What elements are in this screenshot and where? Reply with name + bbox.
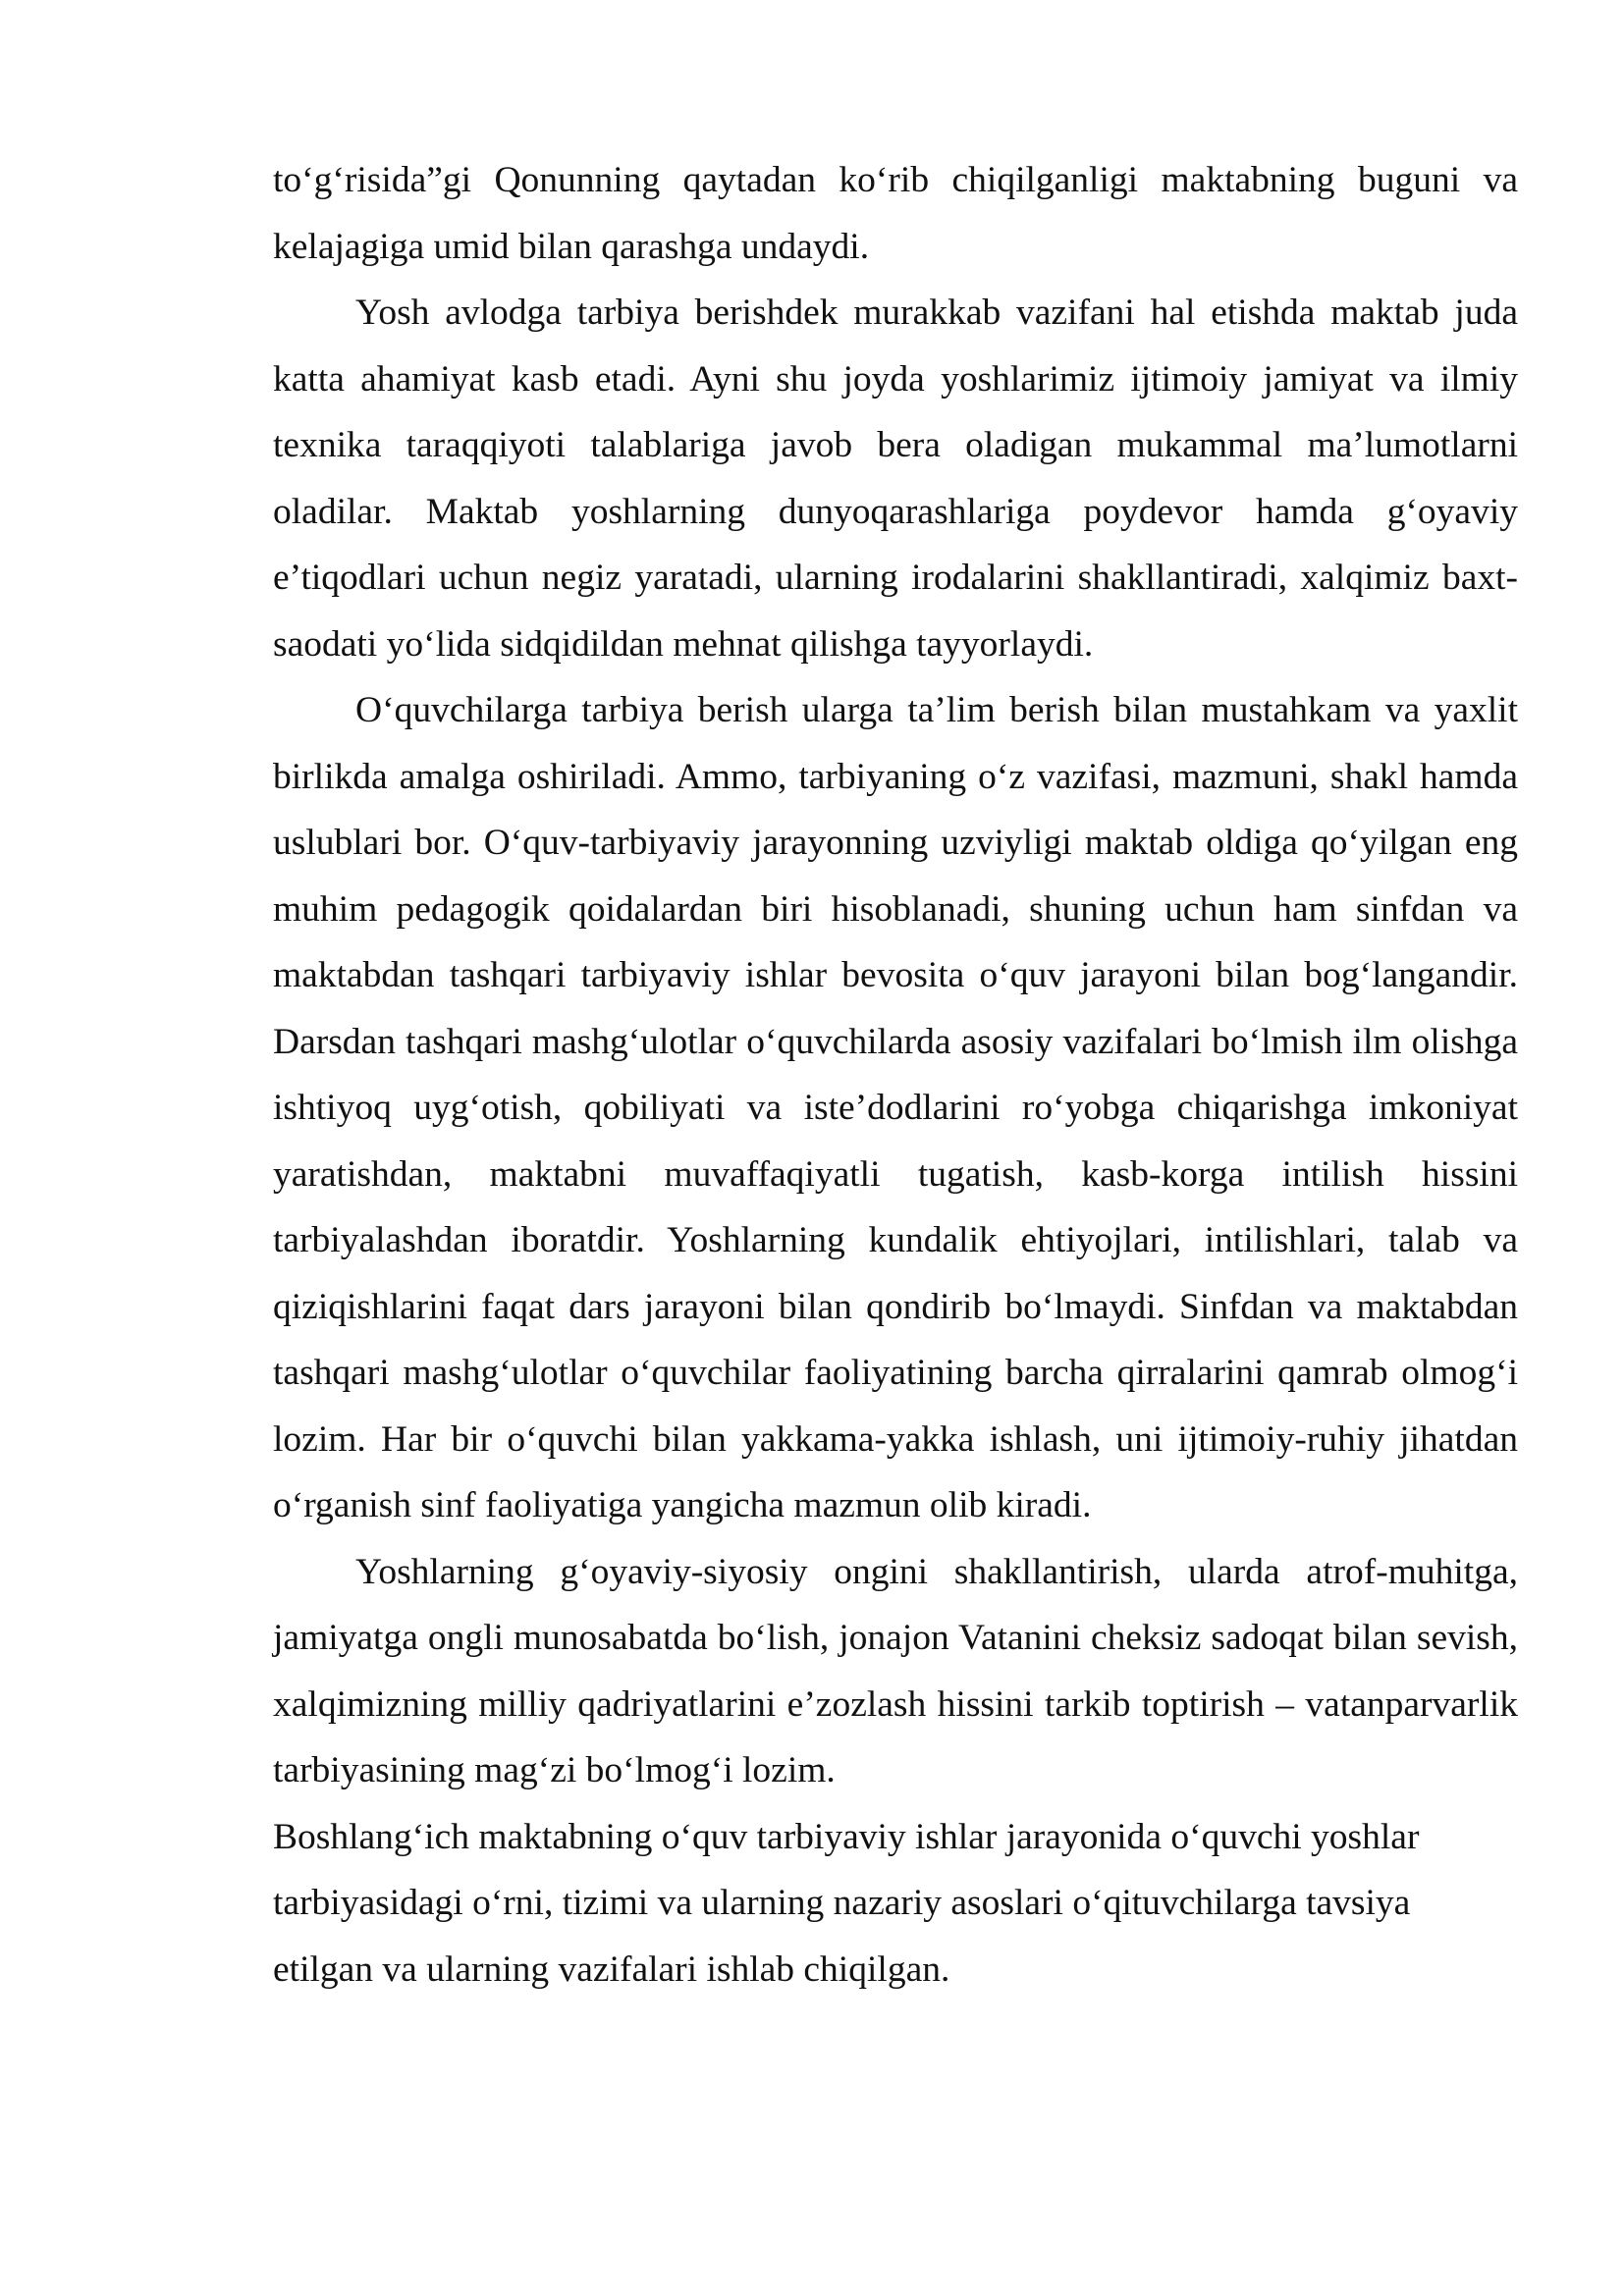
paragraph-continuation: to‘g‘risida”gi Qonunning qaytadan ko‘rib chiqilganligi maktabning buguni va kelajagiga umid bilan qarashga undaydi. [273, 160, 1518, 267]
paragraph: O‘quvchilarga tarbiya berish ularga ta’lim berish bilan mustahkam va yaxlit birlikda amalga oshiriladi. Ammo, tarbiyaning o‘z vazifasi, mazmuni, shakl hamda uslublari bor. O‘quv-tarbiyaviy jarayonning uzviyligi maktab oldiga qo‘yilgan eng muhim pedagogik qoidalardan biri hisoblanadi, shuning uchun ham sinfdan va maktabdan tashqari tarbiyaviy ishlar bevosita o‘quv jarayoni bilan bog‘langandir. Darsdan tashqari mashg‘ulotlar o‘quvchilarda asosiy vazifalari bo‘lmish ilm olishga ishtiyoq uyg‘otish, qobiliyati va iste’dodlarini ro‘yobga chiqarishga imkoniyat yaratishdan, maktabni muvaffaqiyatli tugatish, kasb-korga intilish hissini tarbiyalashdan iboratdir. Yoshlarning kundalik ehtiyojlari, intilishlari, talab va qiziqishlarini faqat dars jarayoni bilan qondirib bo‘lmaydi. Sinfdan va maktabdan tashqari mashg‘ulotlar o‘quvchilar faoliyatining barcha qirralarini qamrab olmog‘i lozim. Har bir o‘quvchi bilan yakkama-yakka ishlash, uni ijtimoiy-ruhiy jihatdan o‘rganish sinf faoliyatiga yangicha mazmun olib kiradi. [273, 690, 1518, 1525]
paragraph: Yosh avlodga tarbiya berishdek murakkab vazifani hal etishda maktab juda katta ahamiyat kasb etadi. Ayni shu joyda yoshlarimiz ijtimoiy jamiyat va ilmiy texnika taraqqiyoti talablariga javob bera oladigan mukammal ma’lumotlarni oladilar. Maktab yoshlarning dunyoqarashlariga poydevor hamda g‘oyaviy e’tiqodlari uchun negiz yaratadi, ularning irodalarini shakllantiradi, xalqimiz baxt-saodati yo‘lida sidqidildan mehnat qilishga tayyorlaydi. [273, 293, 1518, 665]
paragraph: Boshlang‘ich maktabning o‘quv tarbiyaviy ishlar jarayonida o‘quvchi yoshlar tarbiyasidagi o‘rni, tizimi va ularning nazariy asoslari o‘qituvchilarga tavsiya etilgan va ularning vazifalari ishlab chiqilgan. [273, 1816, 1420, 1990]
paragraph: Yoshlarning g‘oyaviy-siyosiy ongini shakllantirish, ularda atrof-muhitga, jamiyatga ongli munosabatda bo‘lish, jonajon Vatanini cheksiz sadoqat bilan sevish, xalqimizning milliy qadriyatlarini e’zozlash hissini tarkib toptirish – vatanparvarlik tarbiyasining mag‘zi bo‘lmog‘i lozim. [273, 1551, 1518, 1790]
body-text [273, 147, 1518, 2002]
